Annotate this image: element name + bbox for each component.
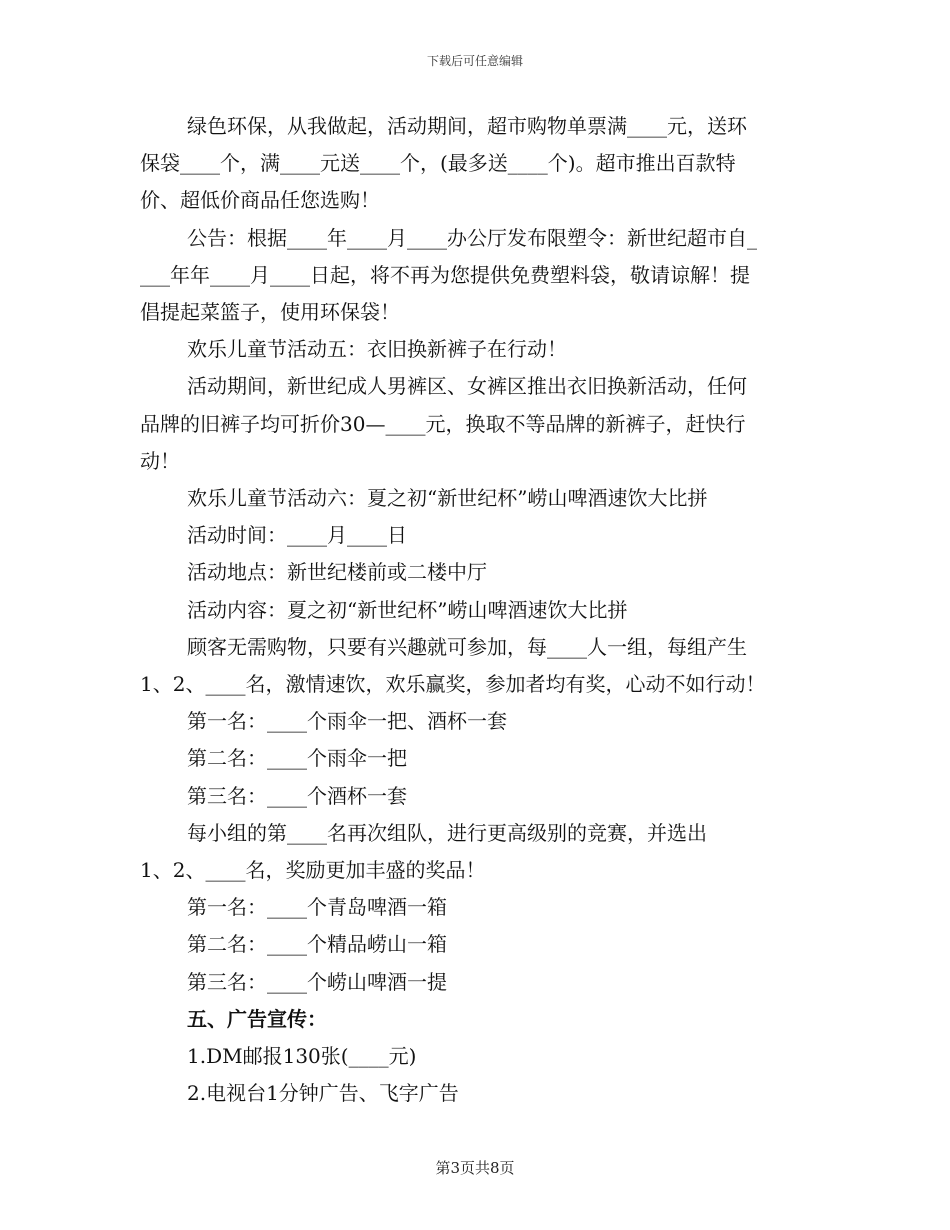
body-line: 1、2、____名，奖励更加丰盛的奖品！ xyxy=(140,858,486,883)
notice-line: ___年年____月____日起，将不再为您提供免费塑料袋，敬请谅解！提 xyxy=(140,262,750,287)
prize-second: 第二名：____个雨伞一把 xyxy=(187,746,407,771)
body-line: 品牌的旧裤子均可折价30—____元，换取不等品牌的新裤子，赶快行 xyxy=(140,411,746,436)
activity-time: 活动时间：____月____日 xyxy=(187,523,407,548)
activity-six-title: 欢乐儿童节活动六：夏之初“新世纪杯”崂山啤酒速饮大比拼 xyxy=(187,486,708,511)
body-line: 绿色环保，从我做起，活动期间，超市购物单票满____元，送环 xyxy=(187,114,747,138)
document-body xyxy=(140,108,812,1112)
final-prize-second: 第二名：____个精品崂山一箱 xyxy=(187,932,447,957)
activity-location: 活动地点：新世纪楼前或二楼中厅 xyxy=(187,560,487,585)
prize-third: 第三名：____个酒杯一套 xyxy=(187,783,407,808)
ad-item-1: 1.DM邮报130张(____元) xyxy=(187,1044,417,1069)
activity-five-title: 欢乐儿童节活动五：衣旧换新裤子在行动！ xyxy=(187,337,567,362)
page-footer-number: 第3页共8页 xyxy=(435,1159,515,1177)
activity-content: 活动内容：夏之初“新世纪杯”崂山啤酒速饮大比拼 xyxy=(187,597,628,622)
final-prize-third: 第三名：____个崂山啤酒一提 xyxy=(187,969,447,994)
body-line: 动！ xyxy=(140,448,180,473)
body-line: 价、超低价商品任您选购！ xyxy=(140,188,380,213)
final-prize-first: 第一名：____个青岛啤酒一箱 xyxy=(187,895,447,920)
notice-line: 公告：根据____年____月____办公厅发布限塑令：新世纪超市自_ xyxy=(187,225,757,250)
body-line: 每小组的第____名再次组队，进行更高级别的竞赛，并选出 xyxy=(187,820,707,845)
notice-line: 倡提起菜篮子，使用环保袋！ xyxy=(140,300,400,325)
prize-first: 第一名：____个雨伞一把、酒杯一套 xyxy=(187,709,507,734)
page-header-note: 下载后可任意编辑 xyxy=(426,54,523,68)
body-line: 保袋____个，满____元送____个，(最多送____个)。超市推出百款特 xyxy=(140,151,736,176)
body-line: 活动期间，新世纪成人男裤区、女裤区推出衣旧换新活动，任何 xyxy=(187,374,747,399)
ad-item-2: 2.电视台1分钟广告、飞字广告 xyxy=(187,1081,459,1106)
body-line: 1、2、____名，激情速饮，欢乐赢奖，参加者均有奖，心动不如行动！ xyxy=(140,672,766,697)
section-heading: 五、广告宣传： xyxy=(187,1006,327,1031)
body-line: 顾客无需购物，只要有兴趣就可参加，每____人一组，每组产生 xyxy=(187,634,747,659)
